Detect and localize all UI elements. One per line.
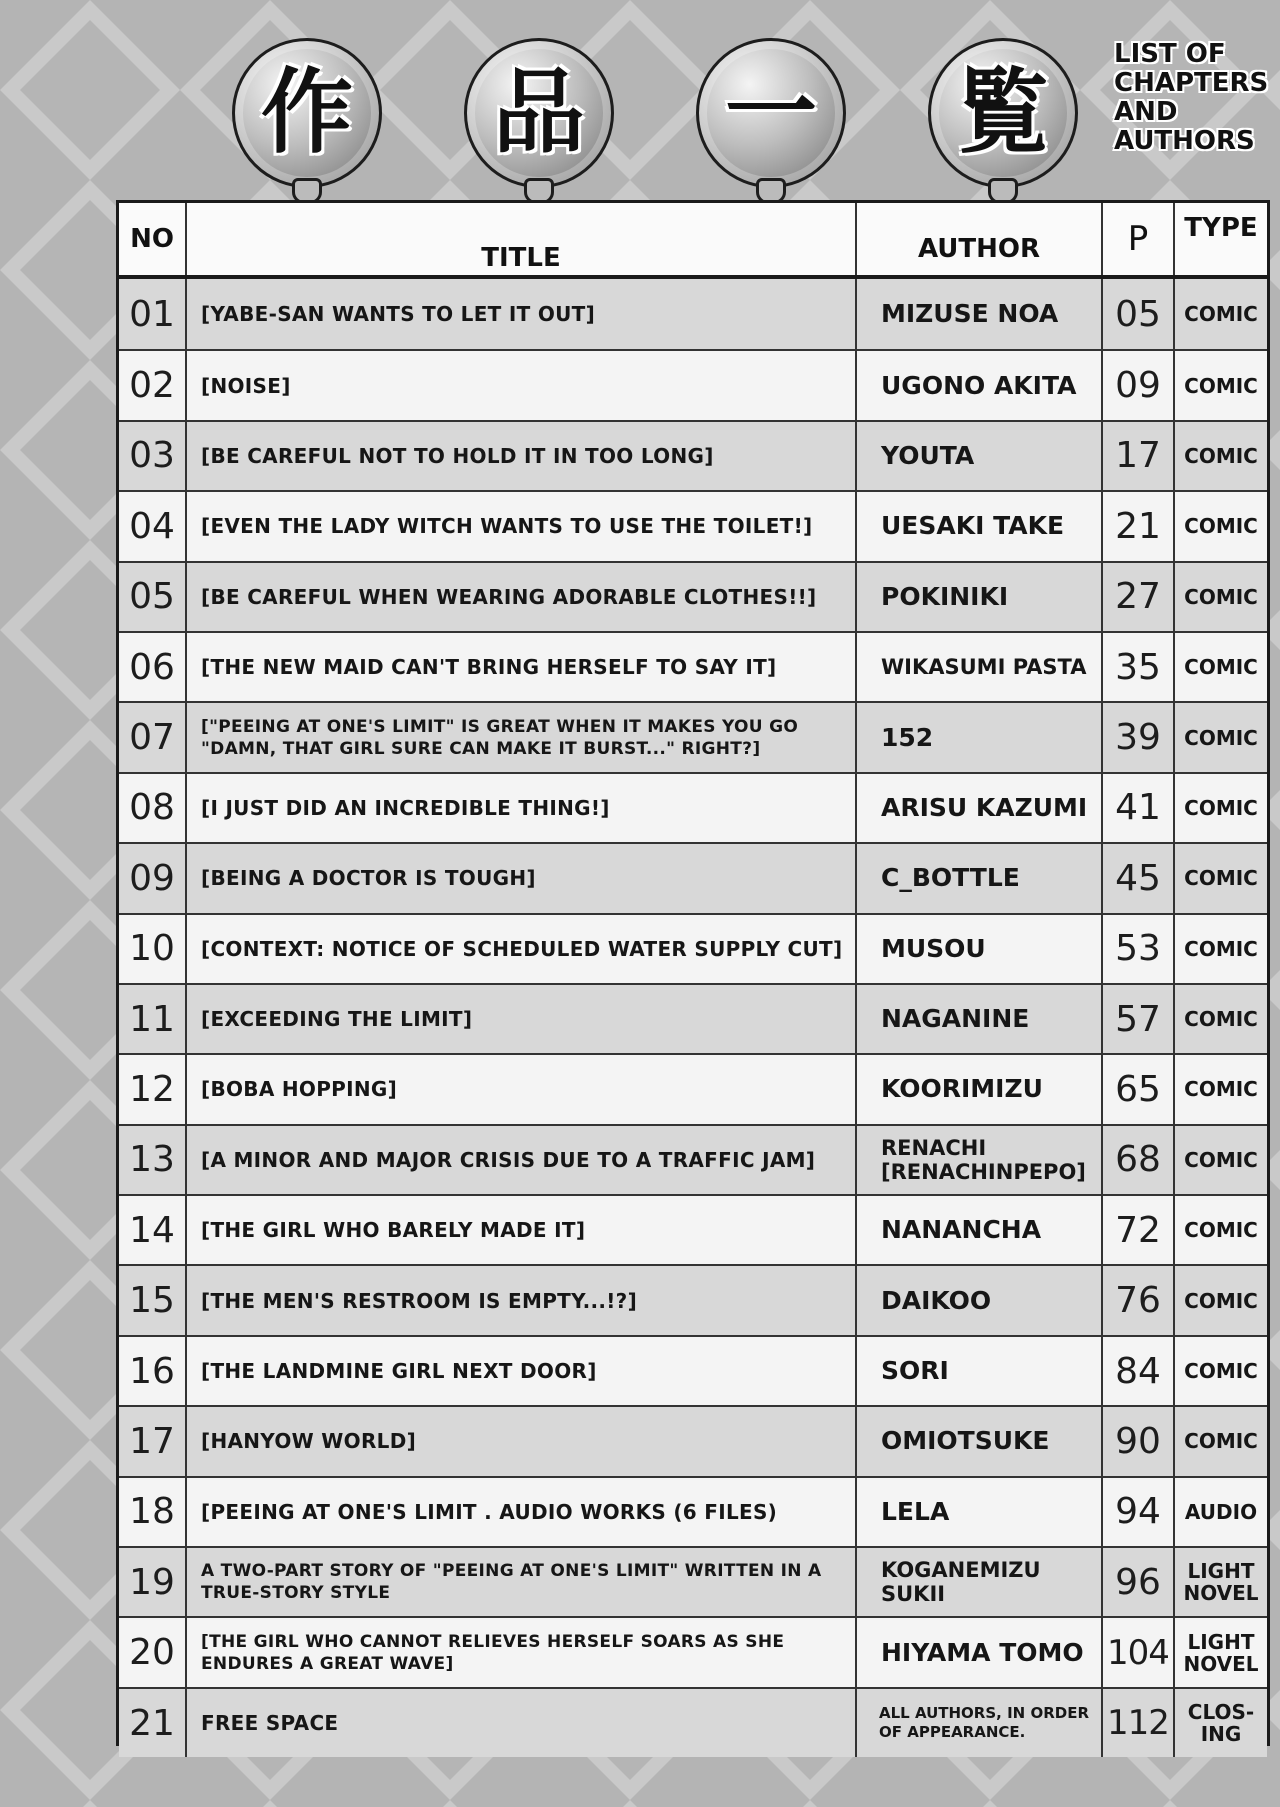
row-type: COMIC: [1184, 725, 1258, 750]
row-title: FREE SPACE: [187, 1689, 857, 1757]
balloon-4: [928, 38, 1076, 198]
table-row: [119, 772, 1267, 842]
table-row: [119, 1194, 1267, 1264]
row-page: 17: [1103, 422, 1175, 490]
row-number: 14: [119, 1196, 187, 1264]
row-title: [EVEN THE LADY WITCH WANTS TO USE THE TOILET!]: [187, 492, 857, 560]
row-type: COMIC: [1184, 1429, 1258, 1454]
row-type: COMIC: [1184, 1359, 1258, 1384]
row-type: LIGHT NOVEL: [1183, 1559, 1259, 1606]
table-row: [119, 842, 1267, 912]
table-row: [119, 1053, 1267, 1123]
row-title: [BE CAREFUL WHEN WEARING ADORABLE CLOTHES!!]: [187, 563, 857, 631]
row-page: 72: [1103, 1196, 1175, 1264]
row-page: 35: [1103, 633, 1175, 701]
table-row: [119, 631, 1267, 701]
row-page: 112: [1103, 1689, 1175, 1757]
row-page: 53: [1103, 915, 1175, 983]
row-type: COMIC: [1184, 1288, 1258, 1313]
row-author: ALL AUTHORS, IN ORDER OF APPEARANCE.: [857, 1689, 1103, 1757]
row-title: [EXCEEDING THE LIMIT]: [187, 985, 857, 1053]
row-number: 16: [119, 1337, 187, 1405]
row-page: 68: [1103, 1126, 1175, 1194]
row-page: 39: [1103, 703, 1175, 771]
row-type: COMIC: [1184, 302, 1258, 327]
row-type: COMIC: [1184, 866, 1258, 891]
table-row: [119, 420, 1267, 490]
balloon-char: 品: [492, 59, 585, 166]
row-page: 05: [1103, 279, 1175, 349]
row-number: 18: [119, 1478, 187, 1546]
row-author: OMIOTSUKE: [857, 1407, 1103, 1475]
row-number: 12: [119, 1055, 187, 1123]
row-type: COMIC: [1184, 936, 1258, 961]
row-title: [THE NEW MAID CAN'T BRING HERSELF TO SAY IT]: [187, 633, 857, 701]
header-no: NO: [119, 203, 187, 275]
row-type: COMIC: [1184, 795, 1258, 820]
row-type: COMIC: [1184, 1007, 1258, 1032]
table-row: [119, 1687, 1267, 1757]
table-row: [119, 349, 1267, 419]
row-page: 104: [1103, 1618, 1175, 1686]
row-number: 20: [119, 1618, 187, 1686]
header-page: P: [1103, 203, 1175, 275]
row-type: COMIC: [1184, 1077, 1258, 1102]
row-number: 06: [119, 633, 187, 701]
balloon-1: [232, 38, 380, 198]
table-row: [119, 279, 1267, 349]
row-number: 19: [119, 1548, 187, 1616]
row-page: 41: [1103, 774, 1175, 842]
table-row: [119, 983, 1267, 1053]
row-page: 21: [1103, 492, 1175, 560]
row-title: [THE LANDMINE GIRL NEXT DOOR]: [187, 1337, 857, 1405]
chapter-table: [116, 200, 1270, 1746]
table-row: [119, 561, 1267, 631]
header-author: AUTHOR: [857, 203, 1103, 275]
row-author: UESAKI TAKE: [857, 492, 1103, 560]
row-number: 08: [119, 774, 187, 842]
row-page: 09: [1103, 351, 1175, 419]
row-title: [BOBA HOPPING]: [187, 1055, 857, 1123]
row-title: [THE GIRL WHO BARELY MADE IT]: [187, 1196, 857, 1264]
row-author: MIZUSE NOA: [857, 279, 1103, 349]
row-number: 17: [119, 1407, 187, 1475]
table-body: [119, 279, 1267, 1757]
row-page: 57: [1103, 985, 1175, 1053]
row-author: UGONO AKITA: [857, 351, 1103, 419]
row-type: AUDIO: [1184, 1499, 1258, 1524]
row-author: WIKASUMI PASTA: [857, 633, 1103, 701]
row-title: [YABE-SAN WANTS TO LET IT OUT]: [187, 279, 857, 349]
row-title: [THE MEN'S RESTROOM IS EMPTY...!?]: [187, 1266, 857, 1334]
row-type: COMIC: [1184, 443, 1258, 468]
header-title: TITLE: [187, 203, 857, 275]
row-title: [PEEING AT ONE'S LIMIT . AUDIO WORKS (6 FILES): [187, 1478, 857, 1546]
row-number: 21: [119, 1689, 187, 1757]
row-author: HIYAMA TOMO: [857, 1618, 1103, 1686]
row-author: C_BOTTLE: [857, 844, 1103, 912]
row-number: 03: [119, 422, 187, 490]
row-author: SORI: [857, 1337, 1103, 1405]
row-number: 10: [119, 915, 187, 983]
row-type: COMIC: [1184, 1147, 1258, 1172]
row-page: 90: [1103, 1407, 1175, 1475]
row-title: [I JUST DID AN INCREDIBLE THING!]: [187, 774, 857, 842]
table-row: [119, 1264, 1267, 1334]
row-author: NANANCHA: [857, 1196, 1103, 1264]
row-author: NAGANINE: [857, 985, 1103, 1053]
row-author: YOUTA: [857, 422, 1103, 490]
row-page: 94: [1103, 1478, 1175, 1546]
table-row: [119, 1405, 1267, 1475]
header-caption: LIST OF CHAPTERS AND AUTHORS: [1114, 39, 1269, 156]
row-type: CLOS- ING: [1187, 1700, 1255, 1746]
row-type: COMIC: [1184, 584, 1258, 609]
row-author: 152: [857, 703, 1103, 771]
row-number: 05: [119, 563, 187, 631]
row-author: ARISU KAZUMI: [857, 774, 1103, 842]
table-row: [119, 1335, 1267, 1405]
row-number: 01: [119, 279, 187, 349]
row-title: [BEING A DOCTOR IS TOUGH]: [187, 844, 857, 912]
row-page: 45: [1103, 844, 1175, 912]
row-title: ["PEEING AT ONE'S LIMIT" IS GREAT WHEN IT MAKES YOU GO "DAMN, THAT GIRL SURE CAN MAKE IT BURST..." RIGHT?]: [187, 703, 857, 771]
row-number: 04: [119, 492, 187, 560]
row-number: 07: [119, 703, 187, 771]
balloon-char: 一: [724, 59, 817, 166]
row-author: POKINIKI: [857, 563, 1103, 631]
row-author: MUSOU: [857, 915, 1103, 983]
row-page: 76: [1103, 1266, 1175, 1334]
table-header: [119, 203, 1267, 279]
table-row: [119, 701, 1267, 771]
balloon-3: [696, 38, 844, 198]
balloon-char: 作: [260, 59, 353, 166]
row-number: 11: [119, 985, 187, 1053]
row-page: 65: [1103, 1055, 1175, 1123]
row-author: KOGANEMIZU SUKII: [857, 1548, 1103, 1616]
table-row: [119, 490, 1267, 560]
row-number: 09: [119, 844, 187, 912]
row-title: [A MINOR AND MAJOR CRISIS DUE TO A TRAFFIC JAM]: [187, 1126, 857, 1194]
row-author: RENACHI [RENACHINPEPO]: [857, 1126, 1103, 1194]
row-author: DAIKOO: [857, 1266, 1103, 1334]
header-type: TYPE: [1184, 213, 1258, 243]
row-title: A TWO-PART STORY OF "PEEING AT ONE'S LIMIT" WRITTEN IN A TRUE-STORY STYLE: [187, 1548, 857, 1616]
row-title: [HANYOW WORLD]: [187, 1407, 857, 1475]
balloon-char: 覧: [956, 59, 1049, 166]
row-type: COMIC: [1184, 514, 1258, 539]
row-type: COMIC: [1184, 373, 1258, 398]
table-row: [119, 1124, 1267, 1194]
row-title: [THE GIRL WHO CANNOT RELIEVES HERSELF SOARS AS SHE ENDURES A GREAT WAVE]: [187, 1618, 857, 1686]
row-title: [NOISE]: [187, 351, 857, 419]
row-page: 84: [1103, 1337, 1175, 1405]
row-type: LIGHT NOVEL: [1183, 1629, 1259, 1676]
row-author: KOORIMIZU: [857, 1055, 1103, 1123]
row-page: 96: [1103, 1548, 1175, 1616]
table-row: [119, 1616, 1267, 1686]
row-author: LELA: [857, 1478, 1103, 1546]
row-number: 13: [119, 1126, 187, 1194]
table-row: [119, 913, 1267, 983]
header: [0, 0, 1280, 200]
row-title: [CONTEXT: NOTICE OF SCHEDULED WATER SUPPLY CUT]: [187, 915, 857, 983]
row-type: COMIC: [1184, 1218, 1258, 1243]
row-page: 27: [1103, 563, 1175, 631]
row-number: 02: [119, 351, 187, 419]
table-row: [119, 1476, 1267, 1546]
row-title: [BE CAREFUL NOT TO HOLD IT IN TOO LONG]: [187, 422, 857, 490]
row-type: COMIC: [1184, 655, 1258, 680]
balloon-2: [464, 38, 612, 198]
row-number: 15: [119, 1266, 187, 1334]
table-row: [119, 1546, 1267, 1616]
